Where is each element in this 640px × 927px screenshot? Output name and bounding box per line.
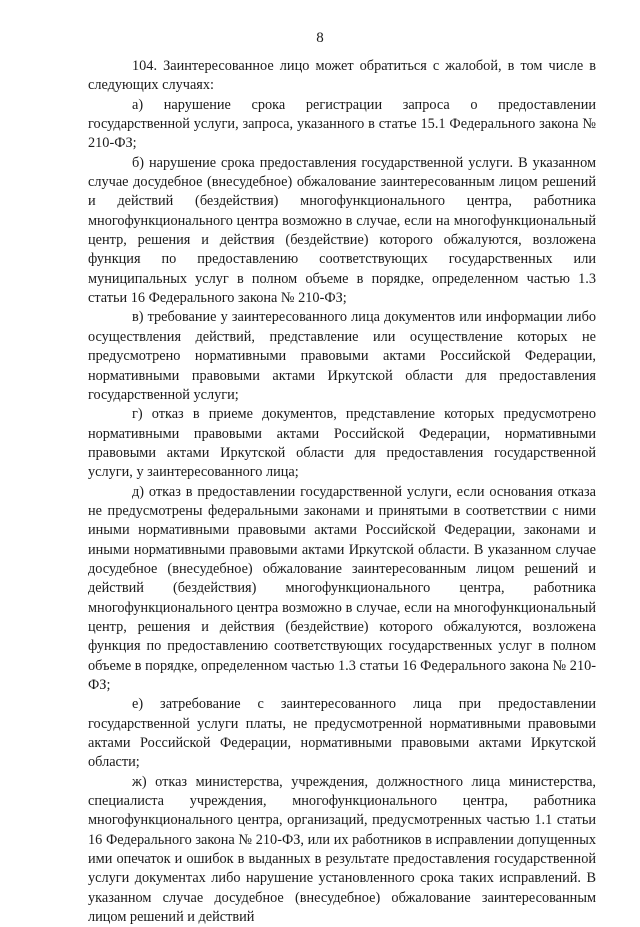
paragraph-d: д) отказ в предоставлении государственной услуги, если основания отказа не предусмотрены федеральными законами и принятыми в соответствии с ними иными нормативными правовыми актами Российской Федерации, законами и иными нормативными правовыми актами Иркутской области. В указанном случае досудебное (внесудебное) обжалование заинтересованным лицом решений и действий (бездействия) многофункционального центра, работника многофункционального центра возможно в случае, если на многофункциональный центр, решения и действия (бездействие) которого обжалуются, возложена функция по предоставлению соответствующих государственных услуг в полном объеме в порядке, определенном частью 1.3 статьи 16 Федерального закона № 210-ФЗ; (88, 483, 596, 693)
paragraph-zh: ж) отказ министерства, учреждения, должностного лица министерства, специалиста учреждения, многофункционального центра, работника многофункционального центра, организаций, предусмотренных частью 1.1 статьи 16 Федерального закона № 210-ФЗ, или их работников в исправлении допущенных ими опечаток и ошибок в выданных в результате предоставления государственной услуги документах либо нарушение установленного срока таких исправлений. В указанном случае досудебное (внесудебное) обжалование заинтересованным лицом решений и действий (88, 773, 596, 926)
paragraph-g: г) отказ в приеме документов, представление которых предусмотрено нормативными правовыми актами Российской Федерации, нормативными правовыми актами Иркутской области для предоставления государственной услуги, у заинтересованного лица; (88, 406, 596, 481)
paragraph-e: е) затребование с заинтересованного лица при предоставлении государственной услуги платы, не предусмотренной нормативными правовыми актами Российской Федерации, нормативными правовыми актами Иркутской области; (88, 696, 596, 771)
paragraph-104: 104. Заинтересованное лицо может обратиться с жалобой, в том числе в следующих случаях: (88, 58, 596, 94)
page-number: 8 (316, 30, 324, 46)
document-body (88, 57, 596, 927)
paragraph-a: а) нарушение срока регистрации запроса о предоставлении государственной услуги, запроса, указанного в статье 15.1 Федерального закона № 210-ФЗ; (88, 96, 596, 152)
paragraph-b: б) нарушение срока предоставления государственной услуги. В указанном случае досудебное (внесудебное) обжалование заинтересованным лицом решений и действий (бездействия) многофункционального центра, работника многофункционального центра возможно в случае, если на многофункциональный центр, решения и действия (бездействие) которого обжалуются, возложена функция по предоставлению соответствующих государственных или муниципальных услуг в полном объеме в порядке, определенном частью 1.3 статьи 16 Федерального закона № 210-ФЗ; (88, 154, 596, 307)
paragraph-v: в) требование у заинтересованного лица документов или информации либо осуществления действий, представление или осуществление которых не предусмотрено нормативными правовыми актами Российской Федерации, нормативными правовыми актами Иркутской области для предоставления государственной услуги; (88, 309, 596, 403)
